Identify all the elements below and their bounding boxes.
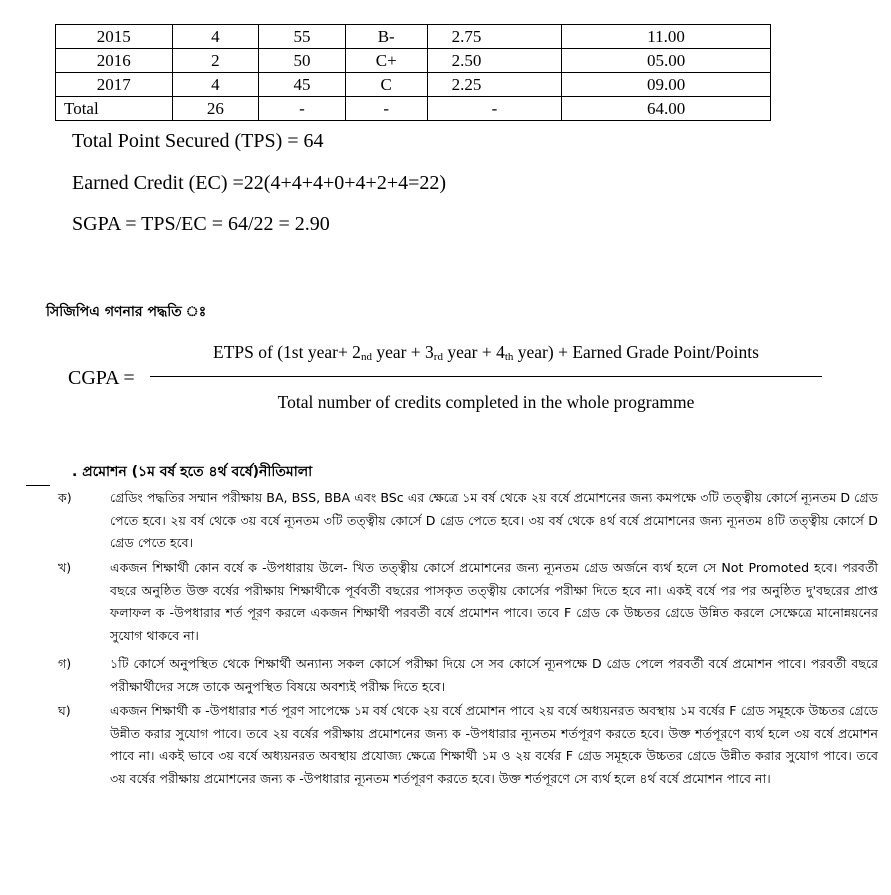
numerator-sub: rd <box>433 351 443 363</box>
numerator-sub: th <box>504 351 514 363</box>
cgpa-label: CGPA = <box>68 367 135 389</box>
total-point-cell: 09.00 <box>562 73 771 97</box>
year-cell: 2015 <box>56 25 173 49</box>
table-row <box>56 73 771 97</box>
table-total-row <box>56 97 771 121</box>
ec-formula: Earned Credit (EC) =22(4+4+4+0+4+2+4=22) <box>72 172 447 194</box>
marks-cell: - <box>259 97 346 121</box>
rule-mark: খ) <box>58 560 72 575</box>
promotion-heading: . প্রমোশন (১ম বর্ষ হতে ৪র্থ বর্ষে)নীতিমালা <box>72 464 313 480</box>
rule-item <box>58 653 878 701</box>
tps-formula: Total Point Secured (TPS) = 64 <box>72 130 324 152</box>
letter-grade-cell: C+ <box>345 49 427 73</box>
grade-point-cell: 2.75 <box>427 25 562 49</box>
letter-grade-cell: C <box>345 73 427 97</box>
marks-cell: 45 <box>259 73 346 97</box>
fraction-line <box>150 376 822 377</box>
rule-text: একজন শিক্ষার্থী ক -উপধারার শর্ত পূরণ সাপেক্ষে ১ম বর্ষ থেকে ২য় বর্ষে প্রমোশন পাবে ২য় বর্ষে অধ্যয়নরত অবস্থায় ১ম বর্ষের F গ্রেড সমূহকে উচ্চতর গ্রেডে উন্নীত করার সুযোগ পাবে। তবে ২য় বর্ষের পরীক্ষায় প্রমোশনের জন্য ক -উপধারার ন্যূনতম শর্তপূরণ করতে হবে। উক্ত শর্তপূরণে ব্যর্থ হলে ৩য় বর্ষে প্রমোশন পাবে না। একই ভাবে ৩য় বর্ষে অধ্যয়নরত অবস্থায় প্রযোজ্য ক্ষেত্রে শিক্ষার্থী ১ম ও ২য় বর্ষের F গ্রেড সমূহকে উচ্চতর গ্রেডে উন্নীত করার সুযোগ পাবে। তবে ৩য় বর্ষের পরীক্ষায় প্রমোশনের জন্য ক -উপধারার ন্যূনতম শর্তপূরণ করতে হবে। উক্ত শর্তপূরণে সে ব্যর্থ হলে ৪র্থ বর্ষে প্রমোশন পাবে না। <box>110 703 878 786</box>
marks-cell: 55 <box>259 25 346 49</box>
rule-item <box>58 700 878 830</box>
credit-cell: 26 <box>172 97 259 121</box>
numerator-text: ETPS of (1st year+ 2 <box>213 342 361 362</box>
grade-table <box>55 24 771 121</box>
rule-text: একজন শিক্ষার্থী কোন বর্ষে ক -উপধারায় উলে- খিত তত্ত্বীয় কোর্সে প্রমোশনের জন্য ন্যূনতম গ্রেড অর্জনে ব্যর্থ হলে সে Not Promoted হবে। পরবর্তী বছরে অনুষ্ঠিত উক্ত বর্ষের পরীক্ষায় শিক্ষার্থীকে পূর্ববর্তী বছরের পাসকৃত তত্ত্বীয় কোর্সের পরীক্ষা দিতে হবে না। একই বর্ষে পর পর অনুষ্ঠিত দু'বছরের প্রাপ্ত ফলাফল ক -উপধারার শর্ত পূরণ করলে একজন শিক্ষার্থী পরবর্তী বর্ষে প্রমোশন পাবে। তবে F গ্রেড কে উচ্চতর গ্রেডে উন্নিত করলে সেক্ষেত্রে মানোন্নয়নের সুযোগ থাকবে না। <box>110 560 879 643</box>
margin-dash <box>26 485 50 486</box>
letter-grade-cell: - <box>345 97 427 121</box>
rule-item <box>58 557 878 653</box>
cgpa-numerator <box>150 342 822 363</box>
total-point-cell: 05.00 <box>562 49 771 73</box>
numerator-sub: nd <box>360 351 372 363</box>
letter-grade-cell: B- <box>345 25 427 49</box>
grade-point-cell: - <box>427 97 562 121</box>
sgpa-formula: SGPA = TPS/EC = 64/22 = 2.90 <box>72 213 330 235</box>
credit-cell: 4 <box>172 73 259 97</box>
numerator-text: year) + Earned Grade Point/Points <box>513 342 759 362</box>
total-point-cell: 11.00 <box>562 25 771 49</box>
marks-cell: 50 <box>259 49 346 73</box>
rule-text: ১টি কোর্সে অনুপস্থিত থেকে শিক্ষার্থী অন্যান্য সকল কোর্সে পরীক্ষা দিয়ে সে সব কোর্সে ন্যূনপক্ষে D গ্রেড পেলে পরবর্তী বর্ষে প্রমোশন পাবে। পরবর্তী বছরে পরীক্ষার্থীদের সঙ্গে তাকে অনুপস্থিত বিষয়ে অবশ্যই পরীক্ষ দিতে হবে। <box>110 656 878 694</box>
numerator-text: year + 4 <box>442 342 505 362</box>
numerator-text: year + 3 <box>371 342 434 362</box>
grade-point-cell: 2.50 <box>427 49 562 73</box>
total-point-cell: 64.00 <box>562 97 771 121</box>
cgpa-denominator: Total number of credits completed in the whole programme <box>277 392 695 412</box>
table-row <box>56 49 771 73</box>
cgpa-heading: সিজিপিএ গণনার পদ্ধতি ঃ <box>46 304 207 320</box>
grade-point-cell: 2.25 <box>427 73 562 97</box>
year-cell: Total <box>56 97 173 121</box>
rule-item <box>58 487 878 557</box>
table-row <box>56 25 771 49</box>
rule-mark: গ) <box>58 656 72 671</box>
credit-cell: 4 <box>172 25 259 49</box>
rule-mark: ক) <box>58 490 72 505</box>
year-cell: 2016 <box>56 49 173 73</box>
rule-mark: ঘ) <box>58 703 71 718</box>
rule-text: গ্রেডিং পদ্ধতির সম্মান পরীক্ষায় BA, BSS, BBA এবং BSc এর ক্ষেত্রে ১ম বর্ষ থেকে ২য় বর্ষে প্রমোশনের জন্য কমপক্ষে ৩টি তত্ত্বীয় কোর্সে ন্যূনতম D গ্রেড পেতে হবে। ২য় বর্ষ থেকে ৩য় বর্ষে ন্যূনতম ৩টি তত্ত্বীয় কোর্সে D গ্রেড পেতে হবে। ৩য় বর্ষ থেকে ৪র্থ বর্ষে প্রমোশনের জন্য ন্যূনতম ৪টি তত্ত্বীয় কোর্সে D গ্রেড পেতে হবে। <box>110 490 878 550</box>
year-cell: 2017 <box>56 73 173 97</box>
credit-cell: 2 <box>172 49 259 73</box>
